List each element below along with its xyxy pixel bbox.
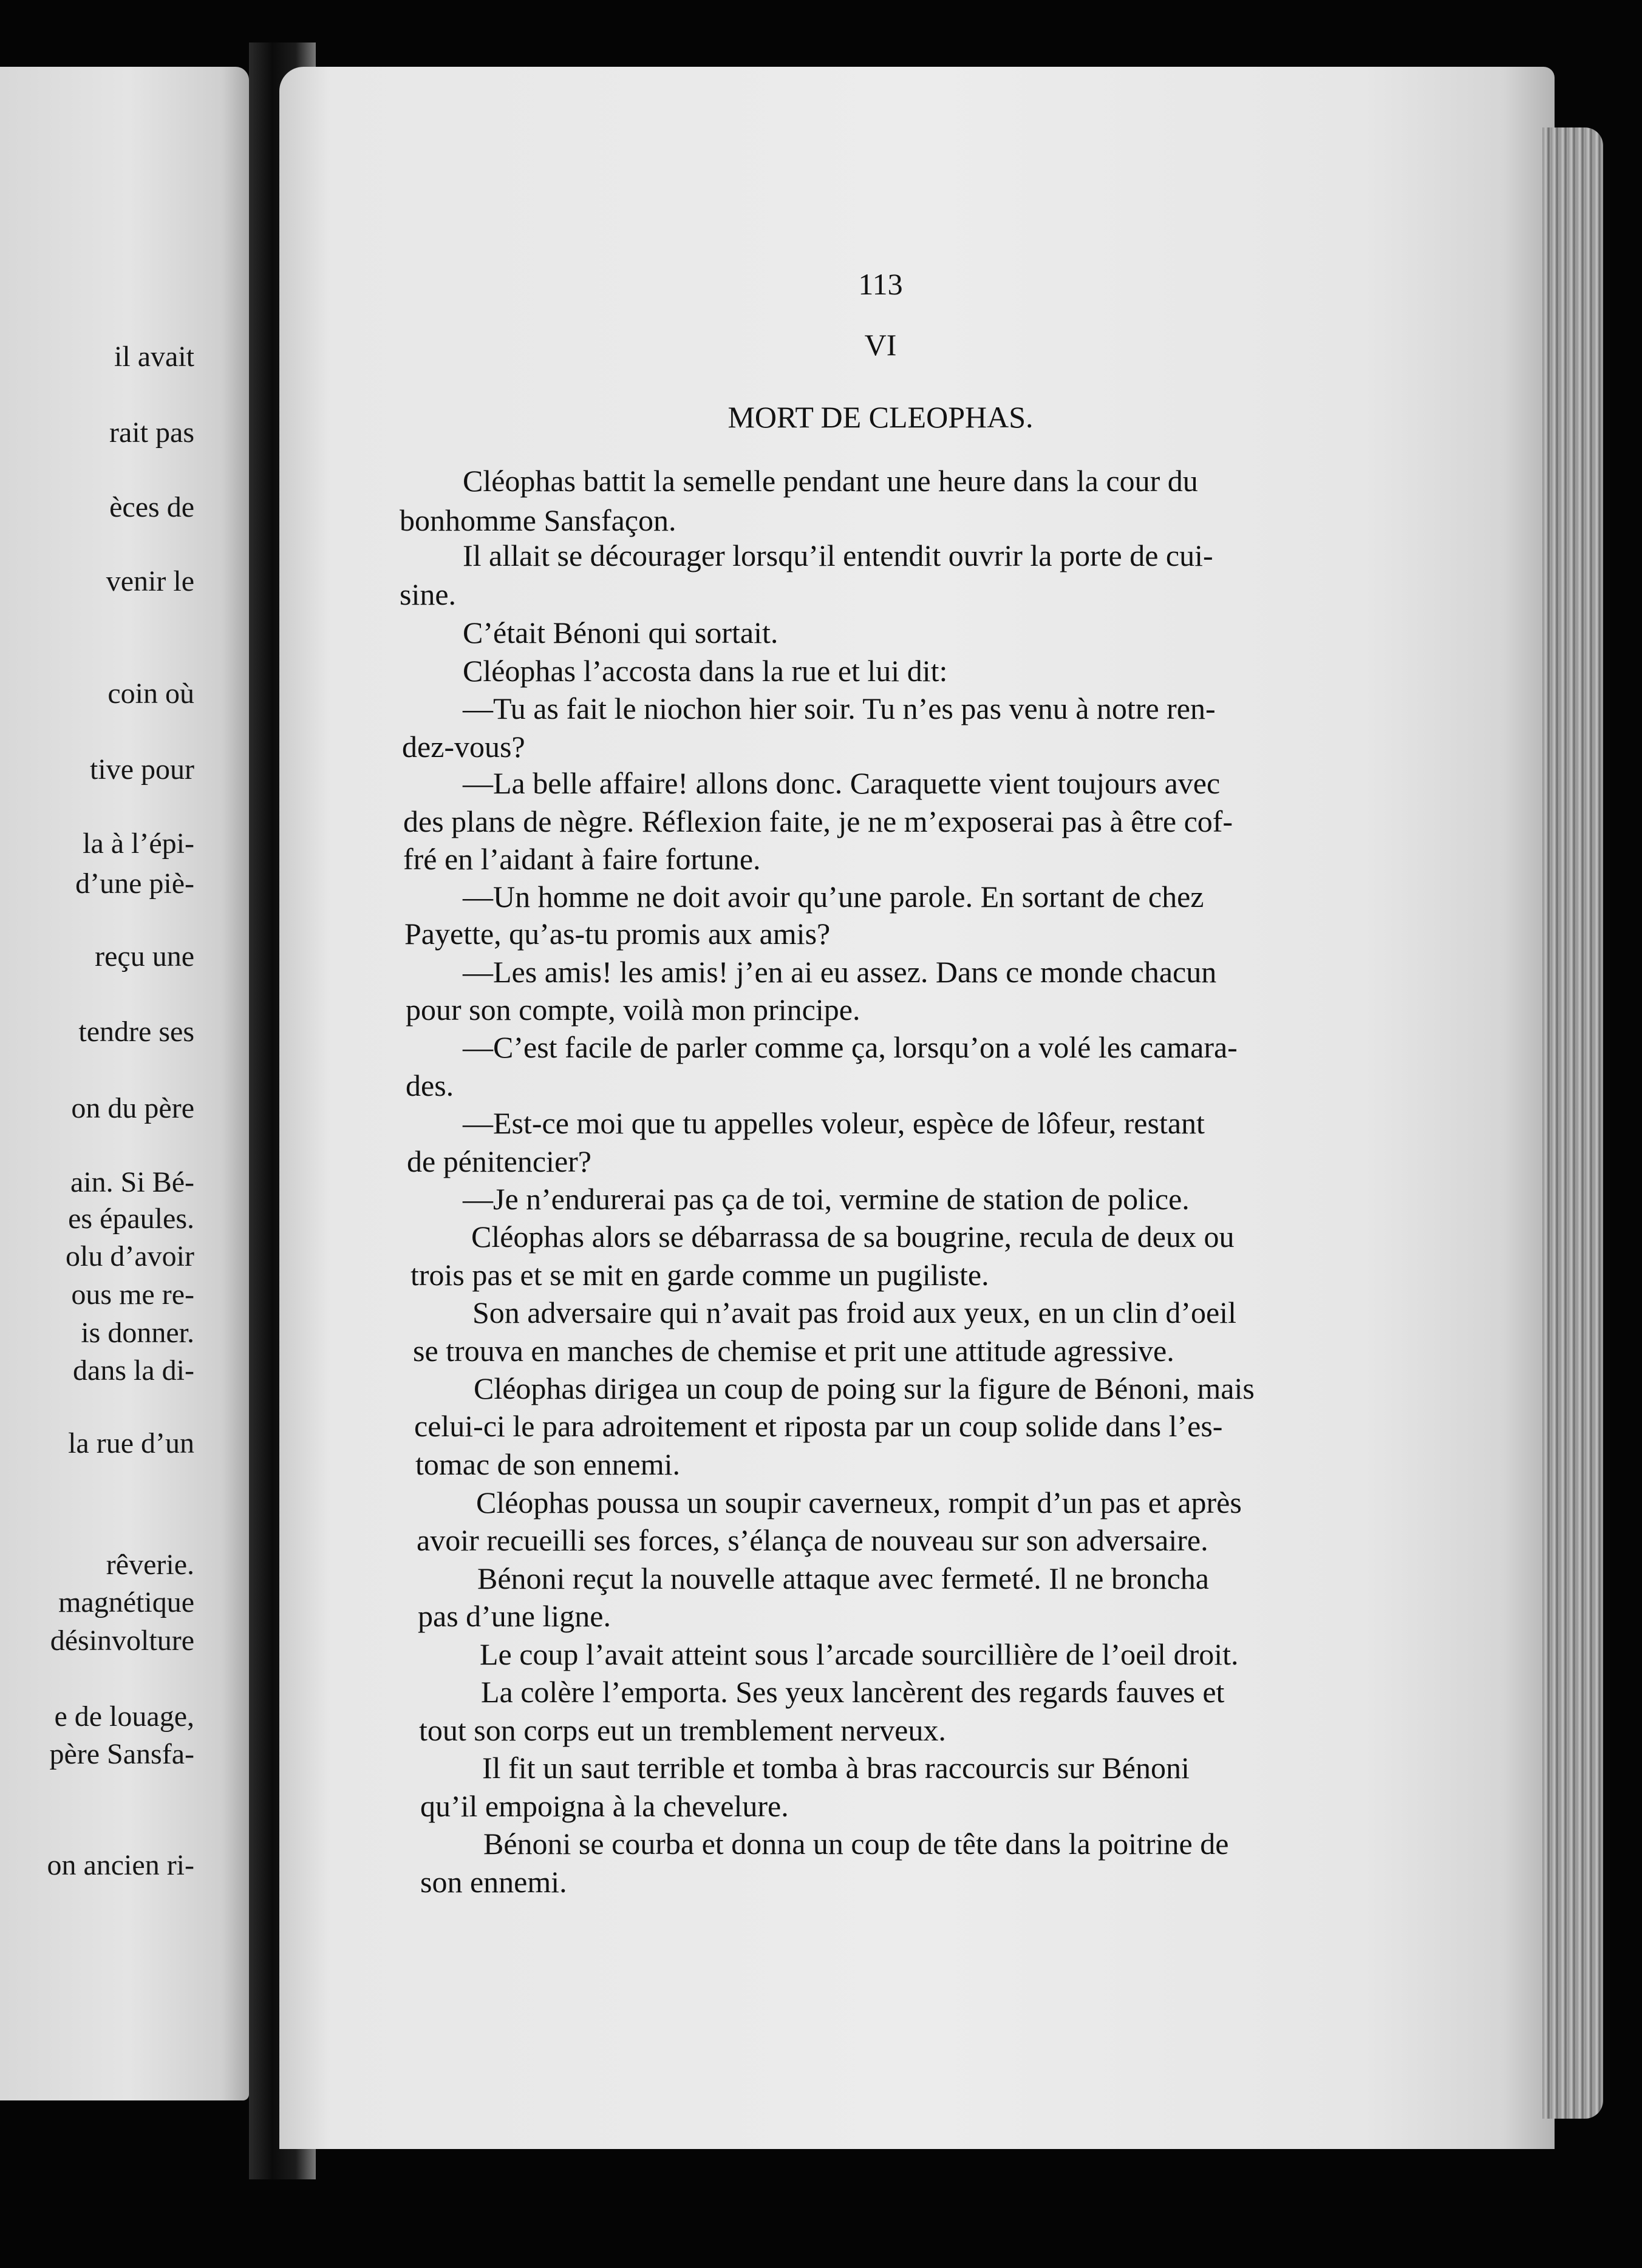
text-line: Il allait se décourager lorsqu’il entendit ouvrir la porte de cui- xyxy=(463,538,1213,572)
text-line: Cléophas dirigea un coup de poing sur la figure de Bénoni, mais xyxy=(474,1371,1255,1405)
left-text-line: on du père xyxy=(71,1092,194,1124)
text-line: Bénoni se courba et donna un coup de tête dans la poitrine de xyxy=(483,1827,1229,1861)
left-text-line: olu d’avoir xyxy=(66,1240,194,1272)
text-line: —Un homme ne doit avoir qu’une parole. En sortant de chez xyxy=(463,880,1204,914)
left-text-line: ain. Si Bé- xyxy=(70,1166,194,1198)
page-number: 113 xyxy=(858,267,903,301)
text-line: de pénitencier? xyxy=(407,1144,591,1178)
chapter-number: VI xyxy=(864,328,897,362)
text-line: son ennemi. xyxy=(420,1865,567,1899)
left-text-line: d’une piè- xyxy=(75,867,194,900)
text-line: —Les amis! les amis! j’en ai eu assez. Dans ce monde chacun xyxy=(463,955,1217,989)
text-line: Il fit un saut terrible et tomba à bras raccourcis sur Bénoni xyxy=(482,1751,1190,1785)
text-line: Cléophas l’accosta dans la rue et lui dit: xyxy=(463,654,948,688)
left-text-line: reçu une xyxy=(95,940,194,973)
text-line: Cléophas poussa un soupir caverneux, rompit d’un pas et après xyxy=(476,1485,1242,1519)
text-line: pas d’une ligne. xyxy=(418,1599,611,1633)
left-text-line: coin où xyxy=(107,677,194,710)
text-line: C’était Bénoni qui sortait. xyxy=(463,616,778,650)
text-line: se trouva en manches de chemise et prit une attitude agressive. xyxy=(413,1334,1174,1368)
left-text-line: la à l’épi- xyxy=(83,827,194,860)
chapter-title: MORT DE CLEOPHAS. xyxy=(727,400,1034,434)
text-line: celui-ci le para adroitement et riposta par un coup solide dans l’es- xyxy=(414,1409,1223,1443)
left-text-line: is donner. xyxy=(81,1317,194,1349)
left-page-fragment xyxy=(0,67,249,2100)
text-line: trois pas et se mit en garde comme un pugiliste. xyxy=(410,1258,989,1292)
text-line: Cléophas alors se débarrassa de sa bougrine, recula de deux ou xyxy=(471,1220,1235,1254)
text-line: pour son compte, voilà mon principe. xyxy=(406,993,860,1027)
left-text-line: es épaules. xyxy=(68,1203,194,1235)
left-text-line: on ancien ri- xyxy=(47,1849,194,1881)
text-line: Bénoni reçut la nouvelle attaque avec fermeté. Il ne broncha xyxy=(477,1561,1209,1595)
left-text-line: venir le xyxy=(106,565,194,597)
left-text-line: père Sansfa- xyxy=(49,1738,194,1770)
text-line: Cléophas battit la semelle pendant une heure dans la cour du xyxy=(463,464,1198,498)
left-text-line: désinvolture xyxy=(50,1625,194,1657)
text-line: —Tu as fait le niochon hier soir. Tu n’es pas venu à notre ren- xyxy=(463,691,1216,725)
left-text-line: tendre ses xyxy=(78,1016,194,1048)
left-text-line: èces de xyxy=(109,491,194,523)
text-line: des. xyxy=(406,1068,454,1102)
text-line: Son adversaire qui n’avait pas froid aux yeux, en un clin d’oeil xyxy=(472,1295,1236,1329)
text-line: bonhomme Sansfaçon. xyxy=(400,503,676,537)
text-line: —Est-ce moi que tu appelles voleur, espèce de lôfeur, restant xyxy=(463,1106,1205,1140)
text-line: des plans de nègre. Réflexion faite, je ne m’exposerai pas à être cof- xyxy=(403,804,1233,838)
text-line: —Je n’endurerai pas ça de toi, vermine de station de police. xyxy=(463,1182,1190,1216)
text-line: tomac de son ennemi. xyxy=(415,1447,680,1481)
left-text-line: dans la di- xyxy=(73,1354,194,1387)
text-line: qu’il empoigna à la chevelure. xyxy=(420,1789,789,1823)
text-line: fré en l’aidant à faire fortune. xyxy=(403,842,761,876)
text-line: La colère l’emporta. Ses yeux lancèrent des regards fauves et xyxy=(481,1675,1225,1709)
left-text-line: e de louage, xyxy=(54,1700,194,1733)
left-text-line: rait pas xyxy=(109,416,194,449)
left-text-line: la rue d’un xyxy=(68,1427,194,1459)
left-text-line: tive pour xyxy=(90,753,194,786)
text-line: tout son corps eut un tremblement nerveux. xyxy=(419,1713,946,1747)
left-text-line: rêverie. xyxy=(106,1549,194,1581)
left-text-line: magnétique xyxy=(58,1586,194,1618)
text-line: Payette, qu’as-tu promis aux amis? xyxy=(404,917,831,951)
left-text-line: il avait xyxy=(114,341,194,373)
text-line: dez-vous? xyxy=(402,730,525,764)
text-line: avoir recueilli ses forces, s’élança de nouveau sur son adversaire. xyxy=(417,1523,1208,1557)
text-line: —La belle affaire! allons donc. Caraquette vient toujours avec xyxy=(463,766,1221,800)
text-line: Le coup l’avait atteint sous l’arcade sourcillière de l’oeil droit. xyxy=(480,1637,1239,1671)
left-text-line: ous me re- xyxy=(71,1278,194,1311)
text-line: —C’est facile de parler comme ça, lorsqu’on a volé les camara- xyxy=(463,1030,1238,1064)
text-line: sine. xyxy=(400,577,457,611)
page-edges xyxy=(1542,127,1603,2119)
